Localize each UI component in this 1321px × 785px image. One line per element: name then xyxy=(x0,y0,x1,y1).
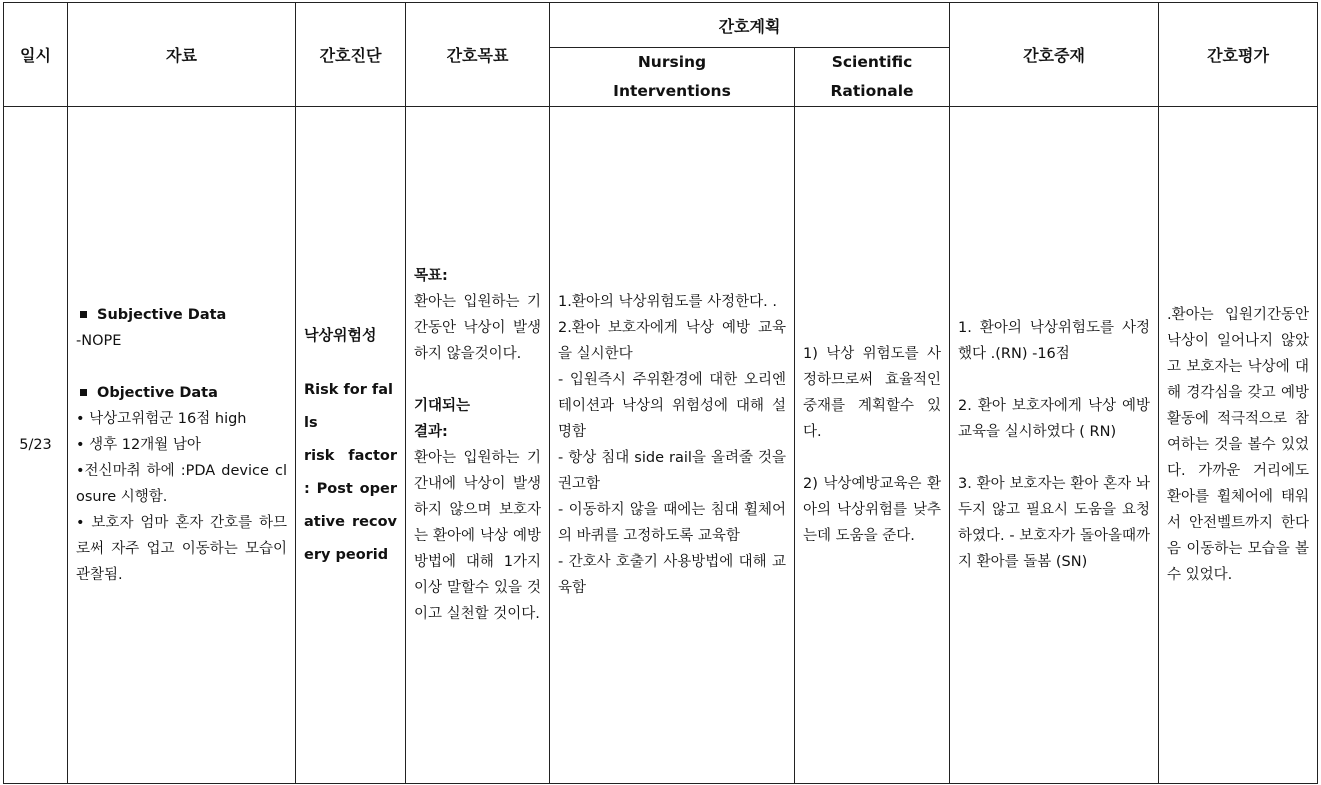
subjective-value: -NOPE xyxy=(76,333,122,349)
objective-item: • 생후 12개월 남아 xyxy=(76,437,201,453)
diagnosis-line: Risk for falls xyxy=(304,381,393,431)
header-rationale-line1: Scientific xyxy=(831,53,913,71)
rationale-item: 2) 낙상예방교육은 환아의 낙상위험를 낮추는데 도움을 준다. xyxy=(803,476,942,544)
nursing-care-plan-table xyxy=(3,2,1318,784)
header-row-1 xyxy=(4,3,1318,48)
subjective-title: Subjective Data xyxy=(76,302,287,328)
header-rationale-line2: Rationale xyxy=(830,82,914,100)
header-interventions-line1: Nursing xyxy=(637,53,707,71)
goal-text: 환아는 입원하는 기간동안 낙상이 발생하지 않을것이다. xyxy=(414,294,541,362)
expected-text: 환아는 입원하는 기간내에 낙상이 발생하지 않으며 보호자는 환아에 낙상 예방 방법에 대해 1가지 이상 말할수 있을 것이고 실천할 것이다. xyxy=(414,450,541,622)
header-date: 일시 xyxy=(4,3,68,107)
implementation-item: 1. 환아의 낙상위험도를 사정했다 .(RN) -16점 xyxy=(958,320,1151,362)
expected-title: 기대되는 xyxy=(414,398,471,414)
header-implementation: 간호중재 xyxy=(950,3,1159,107)
implementation-item: 2. 환아 보호자에게 낙상 예방 교육을 실시하였다 ( RN) xyxy=(958,398,1151,440)
diagnosis-cell xyxy=(296,107,406,784)
intervention-item: 2.환아 보호자에게 낙상 예방 교육을 실시한다 xyxy=(558,320,786,362)
header-goal: 간호목표 xyxy=(406,3,550,107)
objective-item: • 낙상고위험군 16점 high xyxy=(76,411,247,427)
diagnosis-risk-factor: risk factor : Post operative recovery peorid xyxy=(304,447,397,563)
rationale-item: 1) 낙상 위험도를 사정하므로써 효율적인 중재를 계획할수 있다. xyxy=(803,346,942,440)
header-interventions xyxy=(550,48,795,107)
header-plan: 간호계획 xyxy=(550,3,950,48)
header-evaluation: 간호평가 xyxy=(1159,3,1318,107)
square-bullet-icon xyxy=(80,389,87,396)
header-interventions-line2: Interventions xyxy=(613,82,731,100)
intervention-item: - 입원즉시 주위환경에 대한 오리엔테이션과 낙상의 위험성에 대해 설명함 xyxy=(558,372,786,440)
header-data: 자료 xyxy=(68,3,296,107)
intervention-item: - 이동하지 않을 때에는 침대 휠체어의 바퀴를 고정하도록 교육함 xyxy=(558,502,786,544)
plan-row xyxy=(4,107,1318,784)
interventions-cell xyxy=(550,107,795,784)
diagnosis-title: 낙상위험성 xyxy=(304,325,377,344)
objective-item: • 보호자 엄마 혼자 간호를 하므로써 자주 업고 이동하는 모습이 관찰됨. xyxy=(76,515,287,583)
intervention-item: - 간호사 호출기 사용방법에 대해 교육함 xyxy=(558,554,786,596)
data-cell xyxy=(68,107,296,784)
rationale-cell xyxy=(795,107,950,784)
intervention-item: - 항상 침대 side rail을 올려줄 것을 권고함 xyxy=(558,450,786,492)
date-cell: 5/23 xyxy=(4,107,68,784)
square-bullet-icon xyxy=(80,311,87,318)
implementation-cell xyxy=(950,107,1159,784)
evaluation-cell xyxy=(1159,107,1318,784)
objective-item: •전신마취 하에 :PDA device closure 시행함. xyxy=(76,463,287,505)
goal-cell xyxy=(406,107,550,784)
intervention-item: 1.환아의 낙상위험도를 사정한다. . xyxy=(558,294,777,310)
header-rationale xyxy=(795,48,950,107)
evaluation-text: .환아는 입원기간동안 낙상이 일어나지 않았고 보호자는 낙상에 대해 경각심을 갖고 예방 활동에 적극적으로 참여하는 것을 볼수 있었다. 가까운 거리에도 환아를 휠체어에 태워서 안전벨트까지 한다음 이동하는 모습을 볼수 있었다. xyxy=(1167,307,1310,583)
implementation-item: 3. 환아 보호자는 환아 혼자 놔두지 않고 필요시 도움을 요청 하였다. - 보호자가 돌아올때까지 환아를 돌봄 (SN) xyxy=(958,476,1151,570)
objective-title: Objective Data xyxy=(76,380,287,406)
goal-title: 목표: xyxy=(414,268,448,284)
expected-title: 결과: xyxy=(414,424,448,440)
header-diagnosis: 간호진단 xyxy=(296,3,406,107)
